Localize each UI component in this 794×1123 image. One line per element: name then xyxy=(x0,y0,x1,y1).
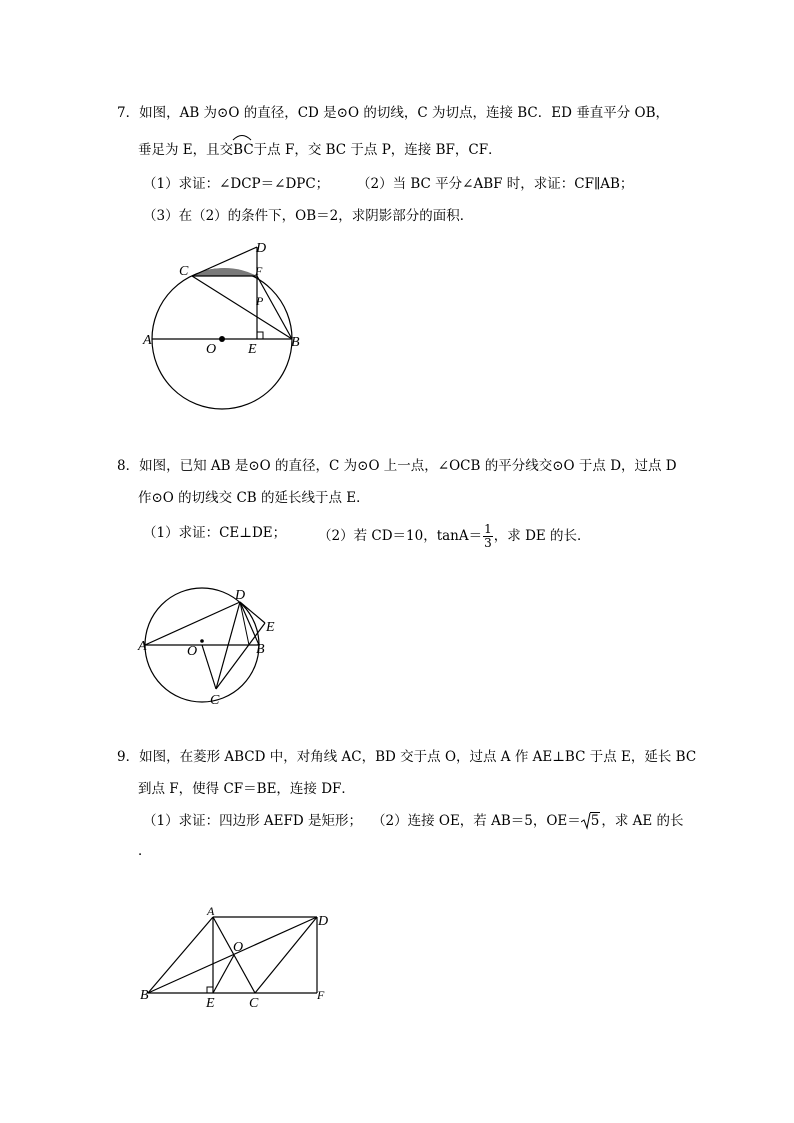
center-o xyxy=(219,336,225,342)
label-a: A xyxy=(138,639,147,654)
problem-8-sub2-a: （2）若 CD＝10，tanA＝ xyxy=(318,528,483,544)
fraction-denominator: 3 xyxy=(484,536,492,550)
problem-9-sub2-b: ，求 AE 的长 xyxy=(601,813,684,829)
segment-oe xyxy=(213,955,234,993)
side-ab xyxy=(148,917,213,993)
arc-bc xyxy=(233,140,254,160)
problem-7-text-1: 如图，AB 为⊙O 的直径，CD 是⊙O 的切线，C 为切点，连接 BC．ED 垂直平分 OB， xyxy=(139,105,670,121)
label-e: E xyxy=(248,342,257,357)
problem-7-line-2 xyxy=(138,140,502,160)
problem-9-sub1: （1）求证：四边形 AEFD 是矩形； xyxy=(143,813,362,829)
arc-icon xyxy=(232,133,252,141)
label-b: B xyxy=(291,335,300,350)
problem-7-line-1 xyxy=(117,103,669,123)
right-angle-mark xyxy=(257,332,263,339)
problem-9-sub2-a: （2）连接 OE，若 AB＝5，OE＝ xyxy=(372,813,581,829)
chord-bc xyxy=(192,276,292,339)
problem-8-sub2-b: ，求 DE 的长． xyxy=(493,528,591,544)
problem-9-number: 9． xyxy=(117,749,140,765)
figure-9 xyxy=(137,900,337,1012)
label-d: D xyxy=(256,241,267,256)
label-e: E xyxy=(206,996,215,1011)
problem-8-number: 8． xyxy=(117,458,140,474)
sqrt-value: 5 xyxy=(590,813,600,829)
label-b: B xyxy=(256,642,265,657)
label-d: D xyxy=(318,914,329,929)
problem-7-text-2b: 于点 F，交 BC 于点 P，连接 BF，CF． xyxy=(253,142,502,158)
problem-7-sub2: （2）当 BC 平分∠ABF 时，求证：CF∥AB； xyxy=(357,176,634,192)
problem-7-sub3: （3）在（2）的条件下，OB＝2，求阴影部分的面积． xyxy=(143,208,474,224)
problem-9-tail: ． xyxy=(138,843,152,859)
problem-7-number: 7． xyxy=(117,105,140,121)
problem-7-text-2a: 垂足为 E，且交 xyxy=(138,142,234,158)
problem-9-sub2 xyxy=(372,811,684,831)
label-a: A xyxy=(143,333,152,348)
label-a: A xyxy=(207,904,215,918)
sqrt xyxy=(581,811,601,831)
fraction-numerator: 1 xyxy=(484,522,492,536)
figure-7 xyxy=(135,235,310,415)
arc-bc-label: BC xyxy=(233,142,254,158)
label-b: B xyxy=(140,988,149,1003)
problem-8-sub1: （1）求证：CE⊥DE； xyxy=(143,525,287,541)
label-o: O xyxy=(187,644,198,659)
problem-8-text-1: 如图，已知 AB 是⊙O 的直径，C 为⊙O 上一点，∠OCB 的平分线交⊙O 于点 D，过点 D xyxy=(139,458,677,474)
label-f: F xyxy=(255,264,263,278)
problem-8-sub2 xyxy=(318,523,591,550)
chord-db xyxy=(240,602,259,645)
right-angle-mark xyxy=(207,987,213,993)
side-cd xyxy=(255,917,317,993)
label-d: D xyxy=(235,588,246,603)
fraction xyxy=(483,523,493,550)
label-c: C xyxy=(249,996,259,1011)
problem-8-line-2: 作⊙O 的切线交 CB 的延长线于点 E． xyxy=(138,490,370,506)
radius-oc xyxy=(202,645,216,689)
label-c: C xyxy=(210,693,220,708)
diagonal-bd xyxy=(148,917,317,993)
chord-ad xyxy=(145,602,240,645)
sqrt-icon xyxy=(581,811,591,831)
label-e: E xyxy=(266,620,275,635)
label-p: P xyxy=(256,294,264,308)
center-o xyxy=(200,639,204,643)
label-o: O xyxy=(233,940,244,955)
problem-7-sub1: （1）求证：∠DCP＝∠DPC； xyxy=(143,176,330,192)
problem-9-text-1: 如图，在菱形 ABCD 中，对角线 AC，BD 交于点 O，过点 A 作 AE⊥BC 于点 E，延长 BC xyxy=(139,749,697,765)
label-o: O xyxy=(206,342,217,357)
problem-9-line-2: 到点 F，使得 CF＝BE，连接 DF． xyxy=(138,781,355,797)
label-f: F xyxy=(317,988,325,1002)
figure-8 xyxy=(135,585,285,710)
problem-8-line-1 xyxy=(117,456,677,476)
label-c: C xyxy=(179,264,189,279)
problem-9-line-1 xyxy=(117,747,696,767)
